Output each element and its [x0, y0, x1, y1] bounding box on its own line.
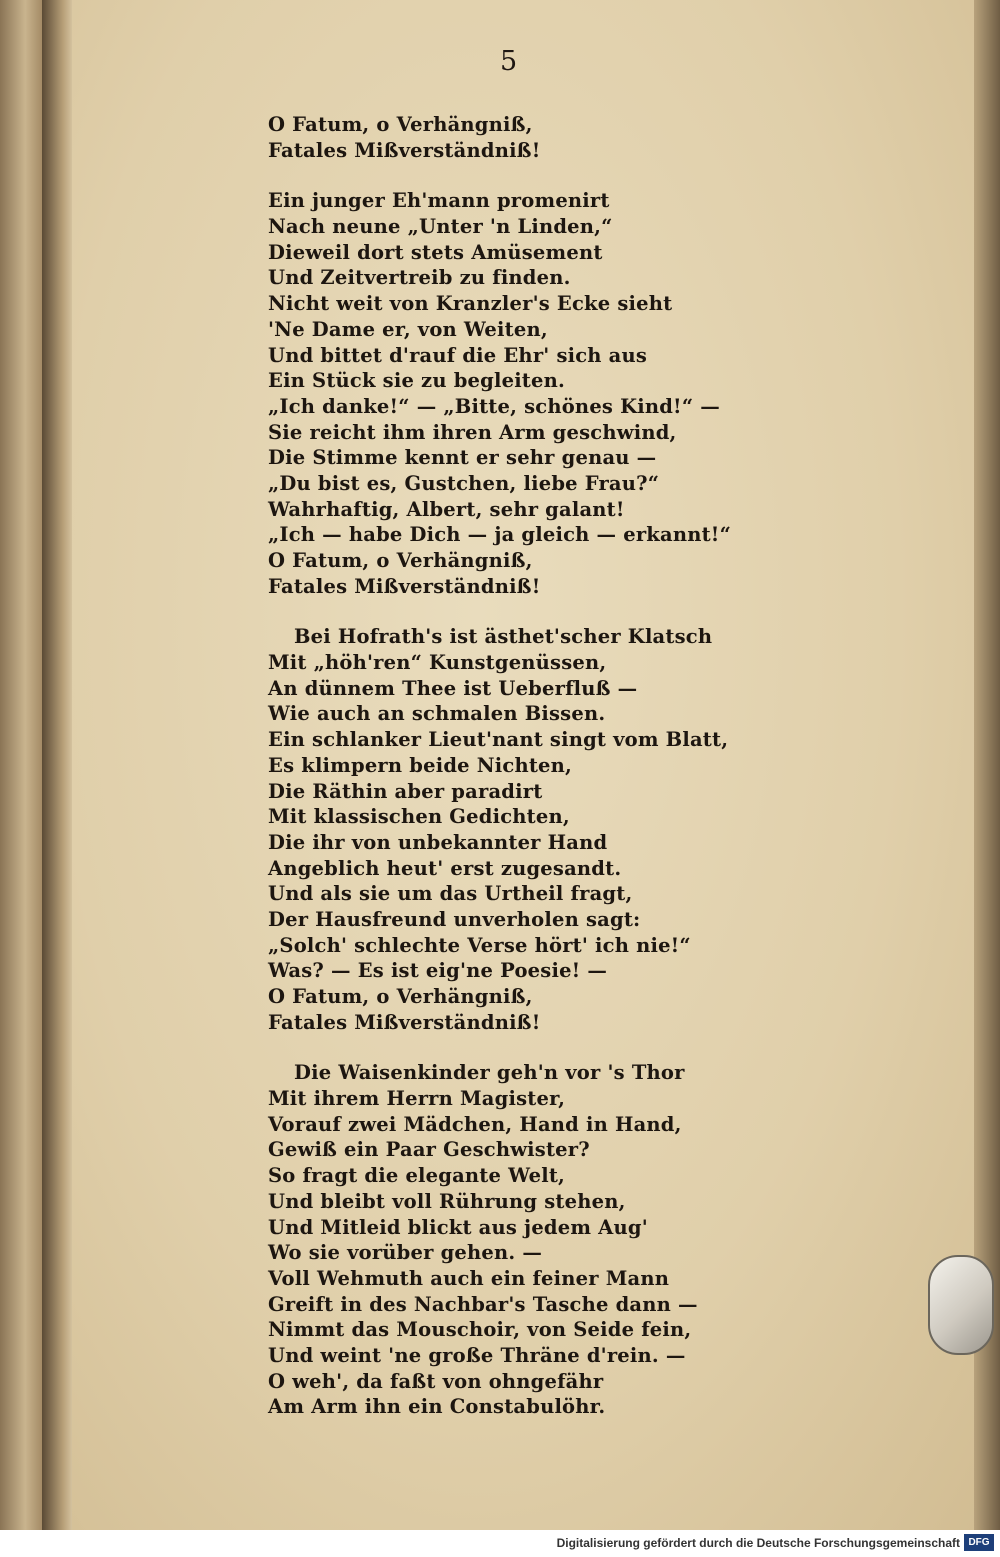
poem-line: Mit ihrem Herrn Magister,: [268, 1087, 566, 1111]
stanza-2: [268, 188, 788, 599]
poem-line: Ein schlanker Lieut'nant singt vom Blatt,: [268, 728, 729, 752]
poem-line: O Fatum, o Verhängniß,: [268, 549, 533, 572]
poem-line: Voll Wehmuth auch ein feiner Mann: [268, 1266, 670, 1290]
poem-line: Mit „höh'ren“ Kunstgenüssen,: [268, 651, 607, 675]
poem-line: So fragt die elegante Welt,: [268, 1164, 566, 1188]
poem-line: Und Mitleid blickt aus jedem Aug': [268, 1215, 648, 1239]
poem-line: Und bittet d'rauf die Ehr' sich aus: [268, 343, 648, 367]
poem-line: Dieweil dort stets Amüsement: [268, 240, 603, 264]
book-gutter: [42, 0, 72, 1557]
poem-text: [268, 112, 788, 1445]
poem-line: Nach neune „Unter 'n Linden,“: [268, 215, 613, 239]
poem-line: Nimmt das Mouschoir, von Seide fein,: [268, 1318, 692, 1342]
poem-line: „Ich danke!“ — „Bitte, schönes Kind!“ —: [268, 394, 720, 418]
poem-line: Die Stimme kennt er sehr genau —: [268, 446, 657, 470]
stanza-4: [268, 1060, 788, 1420]
poem-line: „Ich — habe Dich — ja gleich — erkannt!“: [268, 523, 731, 547]
poem-line: Der Hausfreund unverholen sagt:: [268, 907, 641, 931]
poem-line: Greift in des Nachbar's Tasche dann —: [268, 1292, 698, 1316]
page-clip: [928, 1255, 994, 1355]
poem-line: „Solch' schlechte Verse hört' ich nie!“: [268, 933, 691, 957]
poem-line: Bei Hofrath's ist ästhet'scher Klatsch: [294, 625, 713, 649]
poem-line: Sie reicht ihm ihren Arm geschwind,: [268, 420, 677, 444]
stanza-3: [268, 624, 788, 1035]
poem-line: An dünnem Thee ist Ueberfluß —: [268, 676, 638, 700]
poem-line: O Fatum, o Verhängniß,: [268, 985, 533, 1008]
poem-line: Die Waisenkinder geh'n vor 's Thor: [294, 1061, 685, 1085]
poem-line: Wie auch an schmalen Bissen.: [268, 702, 606, 726]
poem-line: Wahrhaftig, Albert, sehr galant!: [268, 497, 625, 521]
poem-line: Gewiß ein Paar Geschwister?: [268, 1138, 590, 1162]
poem-line: Angeblich heut' erst zugesandt.: [268, 856, 622, 880]
poem-line: „Du bist es, Gustchen, liebe Frau?“: [268, 471, 660, 495]
poem-line: Mit klassischen Gedichten,: [268, 805, 570, 829]
poem-line: Vorauf zwei Mädchen, Hand in Hand,: [268, 1112, 682, 1136]
poem-line: Die ihr von unbekannter Hand: [268, 830, 608, 854]
poem-line: O Fatum, o Verhängniß,: [268, 113, 533, 136]
dfg-logo: DFG: [964, 1534, 994, 1551]
poem-line: Und als sie um das Urtheil fragt,: [268, 882, 633, 906]
poem-line: Und Zeitvertreib zu finden.: [268, 266, 571, 290]
poem-line: Was? — Es ist eig'ne Poesie! —: [268, 959, 608, 983]
poem-line: Am Arm ihn ein Constabulöhr.: [268, 1395, 606, 1419]
poem-line: Und bleibt voll Rührung stehen,: [268, 1189, 626, 1213]
poem-line: Fatales Mißverständniß!: [268, 138, 541, 162]
stanza-1: [268, 112, 788, 163]
poem-line: Fatales Mißverständniß!: [268, 1010, 541, 1034]
poem-line: 'Ne Dame er, von Weiten,: [268, 317, 548, 341]
adjacent-page-edge: [0, 0, 42, 1557]
poem-line: Es klimpern beide Nichten,: [268, 753, 573, 777]
page-number: 5: [500, 46, 518, 77]
poem-line: Ein junger Eh'mann promenirt: [268, 189, 610, 213]
poem-line: O weh', da faßt von ohngefähr: [268, 1369, 604, 1393]
poem-line: Die Räthin aber paradirt: [268, 779, 543, 803]
funding-credit: Digitalisierung gefördert durch die Deutsche Forschungsgemeinschaft: [556, 1536, 960, 1550]
poem-line: Fatales Mißverständniß!: [268, 574, 541, 598]
poem-line: Und weint 'ne große Thräne d'rein. —: [268, 1343, 686, 1367]
poem-line: Ein Stück sie zu begleiten.: [268, 369, 565, 393]
poem-line: Nicht weit von Kranzler's Ecke sieht: [268, 292, 673, 316]
poem-line: Wo sie vorüber gehen. —: [268, 1241, 543, 1265]
